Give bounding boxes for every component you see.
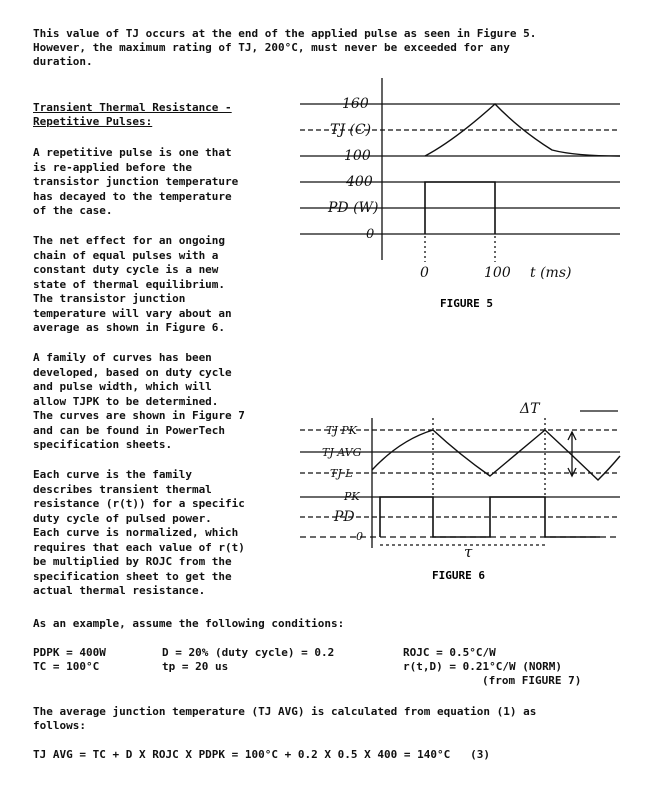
fig5-label-400: 400 xyxy=(346,174,373,190)
text-line: describes transient thermal xyxy=(33,482,212,496)
text-line: transistor junction temperature xyxy=(33,175,239,188)
closing-line-2: follows: xyxy=(33,719,86,732)
fig5-label-tj: TJ (C) xyxy=(330,122,372,138)
fig5-x-unit: t (ms) xyxy=(530,265,572,281)
equation-3: TJ AVG = TC + D X ROJC X PDPK = 100°C + 0.2 X 0.5 X 400 = 140°C (3) xyxy=(33,748,490,761)
text-line: specification sheet to get the xyxy=(33,569,232,583)
intro-line-1: This value of TJ occurs at the end of the applied pulse as seen in Figure 5. xyxy=(33,27,537,40)
text-line: of the case. xyxy=(33,204,113,217)
text-line: actual thermal resistance. xyxy=(33,584,206,597)
text-line: requires that each value of r(t) xyxy=(33,540,245,554)
text-line: average as shown in Figure 6. xyxy=(33,321,226,334)
text-line: be multiplied by ROJC from the xyxy=(33,555,232,568)
fig5-label-pd: PD (W) xyxy=(328,200,379,216)
text-line: A repetitive pulse is one that xyxy=(33,146,232,159)
condition-source-note: (from FIGURE 7) xyxy=(482,674,582,687)
text-line: The net effect for an ongoing xyxy=(33,234,226,247)
condition-tc: TC = 100°C xyxy=(33,660,100,673)
condition-tp: tp = 20 us xyxy=(162,660,229,673)
fig6-label-delta-t: ΔT xyxy=(520,401,540,417)
text-line: Each curve is normalized, which xyxy=(33,526,239,539)
fig5-label-0: 0 xyxy=(366,227,375,242)
text-line: and can be found in PowerTech xyxy=(33,423,226,437)
fig5-x-label-100: 100 xyxy=(484,265,511,281)
text-line: temperature will vary about an xyxy=(33,306,232,320)
condition-rojc: ROJC = 0.5°C/W xyxy=(403,646,496,659)
condition-duty-cycle: D = 20% (duty cycle) = 0.2 xyxy=(162,646,335,659)
fig6-label-0: 0 xyxy=(356,530,363,543)
figure-5-caption: FIGURE 5 xyxy=(440,297,493,310)
fig6-label-tjpk: TJ PK xyxy=(326,424,357,437)
text-line: allow TJPK to be determined. xyxy=(33,394,219,408)
text-line: A family of curves has been xyxy=(33,351,212,364)
section-heading-line-1: Transient Thermal Resistance - xyxy=(33,101,232,114)
text-line: constant duty cycle is a new xyxy=(33,263,219,276)
text-line: has decayed to the temperature xyxy=(33,189,232,203)
example-intro: As an example, assume the following conditions: xyxy=(33,617,345,630)
section-heading-line-2: Repetitive Pulses: xyxy=(33,115,153,128)
text-line: The curves are shown in Figure 7 xyxy=(33,409,245,422)
closing-line-1: The average junction temperature (TJ AVG) is calculated from equation (1) as xyxy=(33,705,537,718)
fig6-label-pk: PK xyxy=(344,490,360,503)
text-line: is re-applied before the xyxy=(33,160,192,174)
condition-rtd: r(t,D) = 0.21°C/W (NORM) xyxy=(403,660,562,673)
text-line: duty cycle of pulsed power. xyxy=(33,511,212,525)
text-line: resistance (r(t)) for a specific xyxy=(33,497,245,510)
fig6-label-tjl: TJ L xyxy=(330,467,353,480)
text-line: The transistor junction xyxy=(33,292,186,305)
text-line: Each curve is the family xyxy=(33,468,192,481)
text-line: developed, based on duty cycle xyxy=(33,365,232,379)
figure-6-caption: FIGURE 6 xyxy=(432,569,485,582)
text-line: specification sheets. xyxy=(33,438,173,451)
intro-line-2: However, the maximum rating of TJ, 200°C, must never be exceeded for any xyxy=(33,41,510,54)
fig6-label-tjavg: TJ AVG xyxy=(322,446,362,459)
fig5-label-100: 100 xyxy=(344,148,371,164)
intro-line-3: duration. xyxy=(33,55,93,68)
text-line: and pulse width, which will xyxy=(33,380,212,393)
fig6-label-tau: τ xyxy=(464,543,473,561)
text-line: state of thermal equilibrium. xyxy=(33,277,226,291)
text-line: chain of equal pulses with a xyxy=(33,248,219,262)
fig5-label-160: 160 xyxy=(342,96,369,112)
fig6-label-pd: PD xyxy=(334,509,355,525)
fig5-x-label-0: 0 xyxy=(420,265,429,281)
condition-pdpk: PDPK = 400W xyxy=(33,646,106,659)
